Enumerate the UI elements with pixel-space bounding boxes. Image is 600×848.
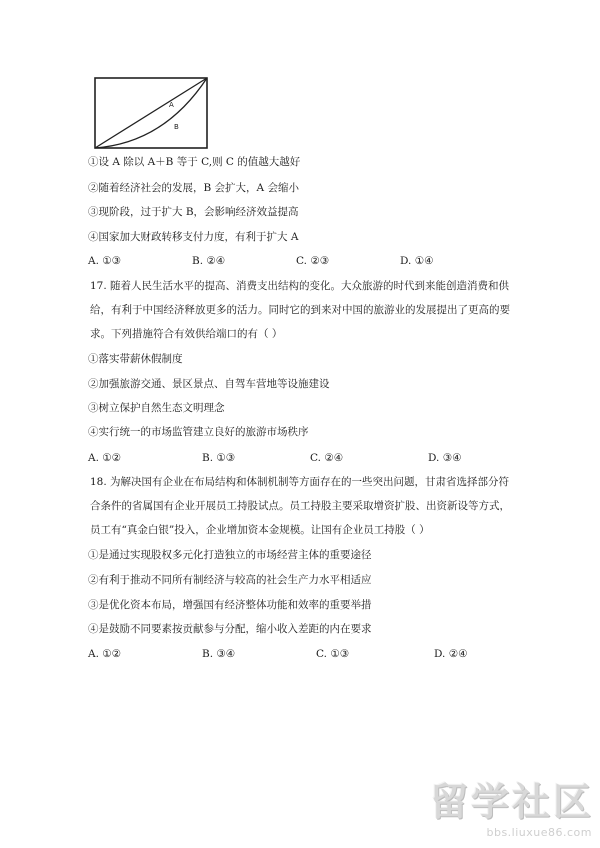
q16-option-c: C. ②③ <box>296 255 330 267</box>
q16-option-a: A. ①③ <box>88 255 122 267</box>
q18-item-2: ②有利于推动不同所有制经济与较高的社会生产力水平相适应 <box>88 574 372 586</box>
q17-item-1: ①落实带薪休假制度 <box>88 353 183 365</box>
q17-stem-line-3: 求。下列措施符合有效供给端口的有（ ） <box>90 328 283 340</box>
watermark-url: bbs.liuxue86.com <box>486 826 592 839</box>
q16-option-d: D. ①④ <box>400 255 434 267</box>
q18-stem-line-3: 员工有“真金白银”投入，企业增加资本金规模。让国有企业员工持股（ ） <box>90 524 430 536</box>
watermark <box>416 780 594 842</box>
q16-item-3: ③现阶段，过于扩大 B，会影响经济效益提高 <box>88 206 299 218</box>
q16-item-1: ①设 A 除以 A＋B 等于 C,则 C 的值越大越好 <box>88 156 301 168</box>
q17-stem-line-1: 17. 随着人民生活水平的提高、消费支出结构的变化。大众旅游的时代到来能创造消费和供 <box>90 280 510 292</box>
q18-options <box>88 647 488 661</box>
q16-option-b: B. ②④ <box>192 255 226 267</box>
q17-item-4: ④实行统一的市场监管建立良好的旅游市场秩序 <box>88 426 309 438</box>
q17-option-a: A. ①② <box>88 452 122 464</box>
q18-item-4: ④是鼓励不同要素按贡献参与分配，缩小收入差距的内在要求 <box>88 623 372 635</box>
q17-option-c: C. ②④ <box>310 452 344 464</box>
q17-options <box>88 451 488 465</box>
q18-option-d: D. ②④ <box>434 648 468 660</box>
q16-diagram <box>94 77 208 149</box>
q16-options <box>88 254 488 268</box>
q17-option-d: D. ③④ <box>428 452 462 464</box>
q18-option-c: C. ①③ <box>316 648 350 660</box>
q17-item-3: ③树立保护自然生态文明理念 <box>88 402 225 414</box>
q18-item-3: ③是优化资本布局，增强国有经济整体功能和效率的重要举措 <box>88 599 372 611</box>
q16-item-4: ④国家加大财政转移支付力度，有利于扩大 A <box>88 231 299 243</box>
q18-item-1: ①是通过实现股权多元化打造独立的市场经营主体的重要途径 <box>88 549 372 561</box>
diagram-label-a: A <box>169 101 174 109</box>
q18-option-b: B. ③④ <box>202 648 236 660</box>
q18-option-a: A. ①② <box>88 648 122 660</box>
watermark-logo-text: 留学社区 <box>429 780 594 824</box>
q17-stem-line-2: 给，有利于中国经济释放更多的活力。同时它的到来对中国的旅游业的发展提出了更高的要 <box>90 304 510 316</box>
q18-stem-line-1: 18. 为解决国有企业在布局结构和体制机制等方面存在的一些突出问题，甘肃省选择部分符 <box>90 476 510 488</box>
q17-option-b: B. ①③ <box>202 452 236 464</box>
diagram-diagonal <box>95 78 207 148</box>
diagram-label-b: B <box>174 123 179 131</box>
q16-item-2: ②随着经济社会的发展，B 会扩大，A 会缩小 <box>88 182 299 194</box>
q18-stem-line-2: 合条件的省属国有企业开展员工持股试点。员工持股主要采取增资扩股、出资新设等方式， <box>90 500 510 512</box>
q17-item-2: ②加强旅游交通、景区景点、自驾车营地等设施建设 <box>88 378 330 390</box>
